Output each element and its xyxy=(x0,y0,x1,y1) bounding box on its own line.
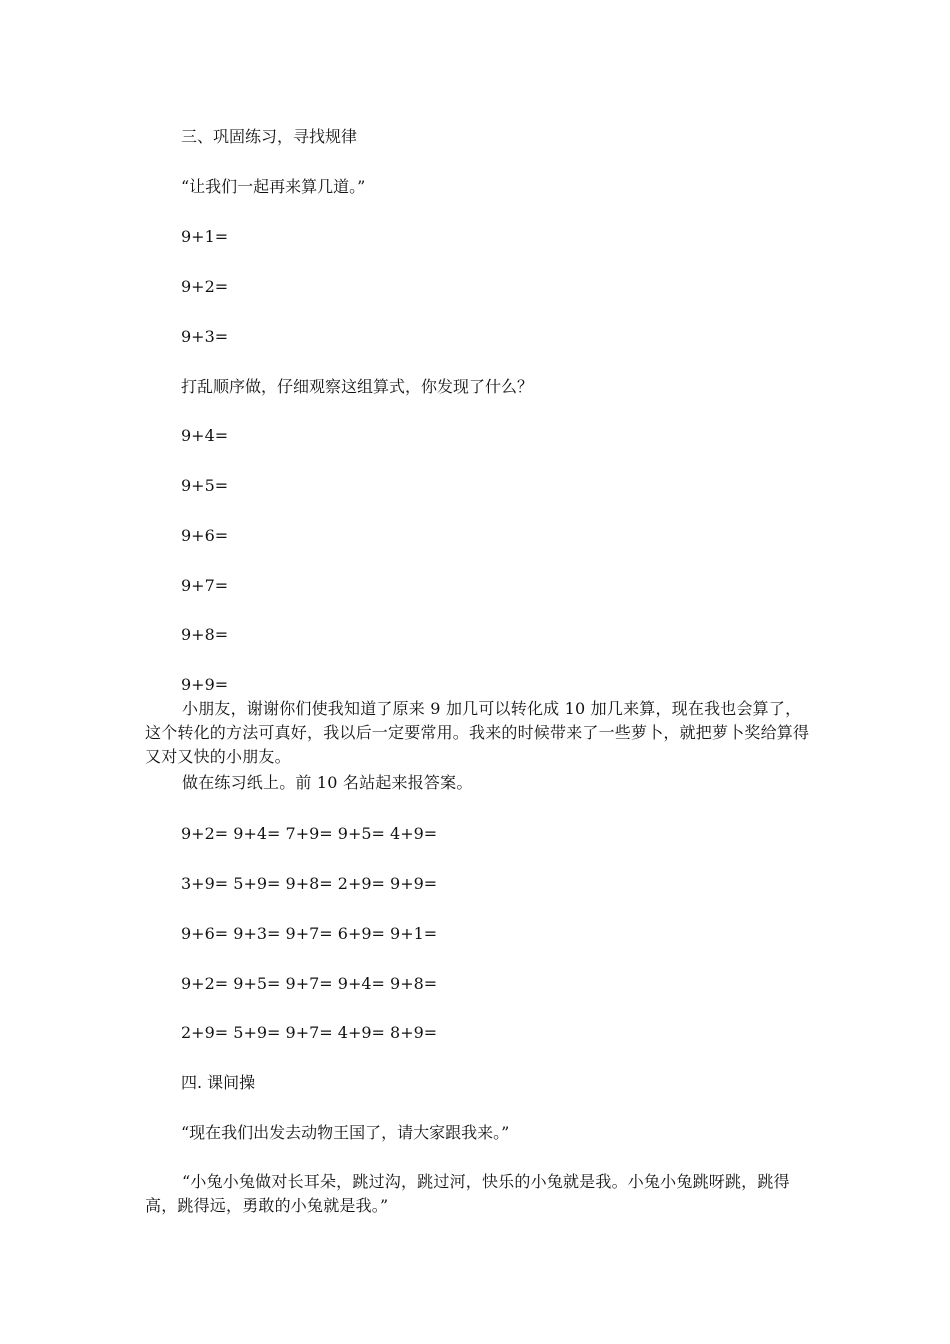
equation-9-plus-3: 9+3= xyxy=(181,327,229,346)
practice-paragraph: 做在练习纸上。前 10 名站起来报答案。 xyxy=(182,773,473,792)
practice-row-5: 2+9= 5+9= 9+7= 4+9= 8+9= xyxy=(181,1023,438,1042)
section-three-heading: 三、巩固练习，寻找规律 xyxy=(181,127,358,146)
quote-calculate-more: “让我们一起再来算几道。” xyxy=(181,177,366,196)
equation-9-plus-5: 9+5= xyxy=(181,476,229,495)
practice-row-1: 9+2= 9+4= 7+9= 9+5= 4+9= xyxy=(181,824,438,843)
observe-question: 打乱顺序做，仔细观察这组算式，你发现了什么？ xyxy=(181,377,534,396)
practice-row-4: 9+2= 9+5= 9+7= 9+4= 9+8= xyxy=(181,974,438,993)
thanks-paragraph: 小朋友，谢谢你们使我知道了原来 9 加几可以转化成 10 加几来算，现在我也会算了，这个转化的方法可真好，我以后一定要常用。我来的时候带来了一些萝卜，就把萝卜奖给算得又对又快的小朋友。 xyxy=(145,699,810,766)
equation-9-plus-7: 9+7= xyxy=(181,576,229,595)
practice-row-3: 9+6= 9+3= 9+7= 6+9= 9+1= xyxy=(181,924,438,943)
quote-animal-kingdom: “现在我们出发去动物王国了，请大家跟我来。” xyxy=(181,1123,510,1142)
equation-9-plus-8: 9+8= xyxy=(181,625,229,644)
equation-9-plus-6: 9+6= xyxy=(181,526,229,545)
equation-9-plus-4: 9+4= xyxy=(181,426,229,445)
equation-9-plus-9: 9+9= xyxy=(181,675,229,694)
equation-9-plus-2: 9+2= xyxy=(181,277,229,296)
rabbit-rhyme-paragraph: “小兔小兔做对长耳朵，跳过沟，跳过河，快乐的小兔就是我。小兔小兔跳呀跳，跳得高，跳得远，勇敢的小兔就是我。” xyxy=(145,1172,790,1215)
practice-row-2: 3+9= 5+9= 9+8= 2+9= 9+9= xyxy=(181,874,438,893)
equation-9-plus-1: 9+1= xyxy=(181,227,229,246)
section-four-heading: 四. 课间操 xyxy=(181,1073,256,1092)
